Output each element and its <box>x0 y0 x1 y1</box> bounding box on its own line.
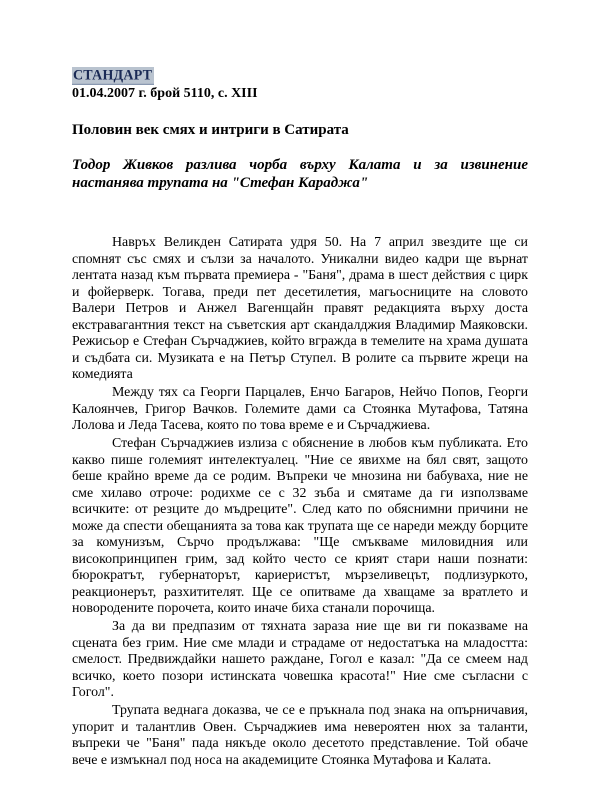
article-body <box>72 235 528 769</box>
article-page <box>72 66 528 769</box>
article-paragraph: Навръх Великден Сатирата удря 50. На 7 април звездите ще си спомнят със смях и сълзи за началото. Уникални видео кадри ще върнат лентата назад към първата премиера - "Баня", драма в шест действия с цирк и фойерверк. Тогава, преди пет десетилетия, магьосниците на словото Валери Петров и Анжел Вагенщайн правят редакцията върху доста екстравагантния текст на съветския арт скандалджия Владимир Маяковски. Режисьор е Стефан Сърчаджиев, който вгражда в темелите на храма душата и съдбата си. Музиката е на Петър Ступел. В ролите са първите жреци на комедията <box>72 235 528 382</box>
newspaper-logo-text: СТАНДАРТ <box>73 68 153 84</box>
issue-line: 01.04.2007 г. брой 5110, с. XIII <box>72 86 258 101</box>
article-subheadline: Тодор Живков разлива чорба върху Калата и за извинение настанява трупата на "Стефан Караджа" <box>72 157 528 191</box>
newspaper-logo <box>72 66 528 84</box>
article-paragraph: Стефан Сърчаджиев излиза с обяснение в любов към публиката. Ето какво пише големият интелектуалец. "Ние се явихме на бял свят, защото беше крайно време да се родим. Въпреки че мнозина ни бабуваха, ние не сме хилаво отроче: родихме се с 32 зъба и смятаме да ги използваме всичките: от резците до мъдреците". След като по обяснимни причини не може да спести обещанията за това как трупата ще се нареди между борците за комунизъм, Сърчо продължава: "Ще смъкваме миловидния или високопринципен грим, зад който често се крият стари наши познати: бюрократът, губернаторът, кариеристът, мързеливецът, подлизуркото, реакционерът, разхитителят. Ще се опитваме да хващаме за вратлето и новородените порочета, които иначе биха станали порочища. <box>72 436 528 616</box>
article-paragraph: Трупата веднага доказва, че се е пръкнала под знака на опърничавия, упорит и талантлив Овен. Сърчаджиев има невероятен нюх за таланти, въпреки че "Баня" пада някъде около десетото представление. Той обаче вече е измъкнал под носа на академиците Стоянка Мутафова и Калата. <box>72 703 528 768</box>
article-headline: Половин век смях и интриги в Сатирата <box>72 122 349 138</box>
article-paragraph: Между тях са Георги Парцалев, Енчо Багаров, Нейчо Попов, Георги Калоянчев, Григор Вачков. Големите дами са Стоянка Мутафова, Татяна Лолова и Леда Тасева, която по това време е и Сърчаджиева. <box>72 385 528 433</box>
article-paragraph: За да ви предпазим от тяхната зараза ние ще ви ги показваме на сцената без грим. Ние сме млади и страдаме от недостатъка на младостта: смелост. Предвиждайки нашето раждане, Гогол е казал: "Да се смеем над всичко, което позори истинската човешка красота!" Ние сме съгласни с Гогол". <box>72 619 528 700</box>
